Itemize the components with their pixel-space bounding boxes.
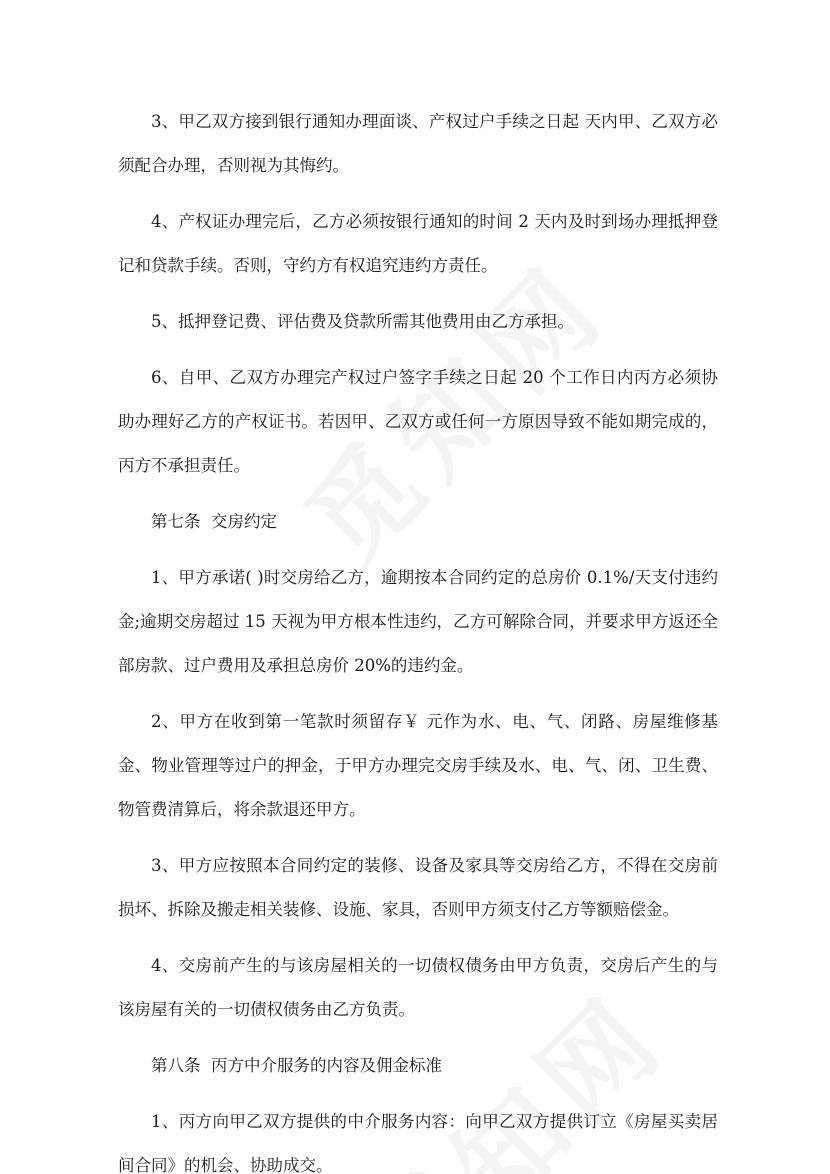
clause-6-6: 6、自甲、乙双方办理完产权过户签字手续之日起 20 个工作日内丙方必须协助办理好乙方的产权证书。若因甲、乙双方或任何一方原因导致不能如期完成的，丙方不承担责任。 [118,368,718,475]
clause-7-3: 3、甲方应按照本合同约定的装修、设备及家具等交房给乙方，不得在交房前损坏、拆除及搬走相关装修、设施、家具，否则甲方须支付乙方等额赔偿金。 [118,856,718,919]
article-8-heading: 第八条 丙方中介服务的内容及佣金标准 [151,1056,442,1075]
article-7-heading: 第七条 交房约定 [151,512,277,531]
clause-8-1: 1、丙方向甲乙双方提供的中介服务内容：向甲乙双方提供订立《房屋买卖居间合同》的机会、协助成交。 [118,1112,718,1174]
clause-7-4: 4、交房前产生的与该房屋相关的一切债权债务由甲方负责，交房后产生的与该房屋有关的一切债权债务由乙方负责。 [118,956,718,1019]
clause-6-4: 4、产权证办理完后，乙方必须按银行通知的时间 2 天内及时到场办理抵押登记和贷款手续。否则，守约方有权追究违约方责任。 [118,212,718,275]
clause-7-2: 2、甲方在收到第一笔款时须留存￥ 元作为水、电、气、闭路、房屋维修基金、物业管理等过户的押金，于甲方办理完交房手续及水、电、气、闭、卫生费、物管费清算后，将余款退还甲方。 [118,712,718,819]
clause-7-1: 1、甲方承诺( )时交房给乙方，逾期按本合同约定的总房价 0.1%/天支付违约金;逾期交房超过 15 天视为甲方根本性违约，乙方可解除合同，并要求甲方返还全部房款、过户费用及承担总房价 20%的违约金。 [118,568,718,675]
clause-6-3: 3、甲乙双方接到银行通知办理面谈、产权过户手续之日起 天内甲、乙双方必须配合办理，否则视为其悔约。 [118,112,718,175]
clause-6-5: 5、抵押登记费、评估费及贷款所需其他费用由乙方承担。 [151,312,574,331]
document-body [118,100,718,1174]
